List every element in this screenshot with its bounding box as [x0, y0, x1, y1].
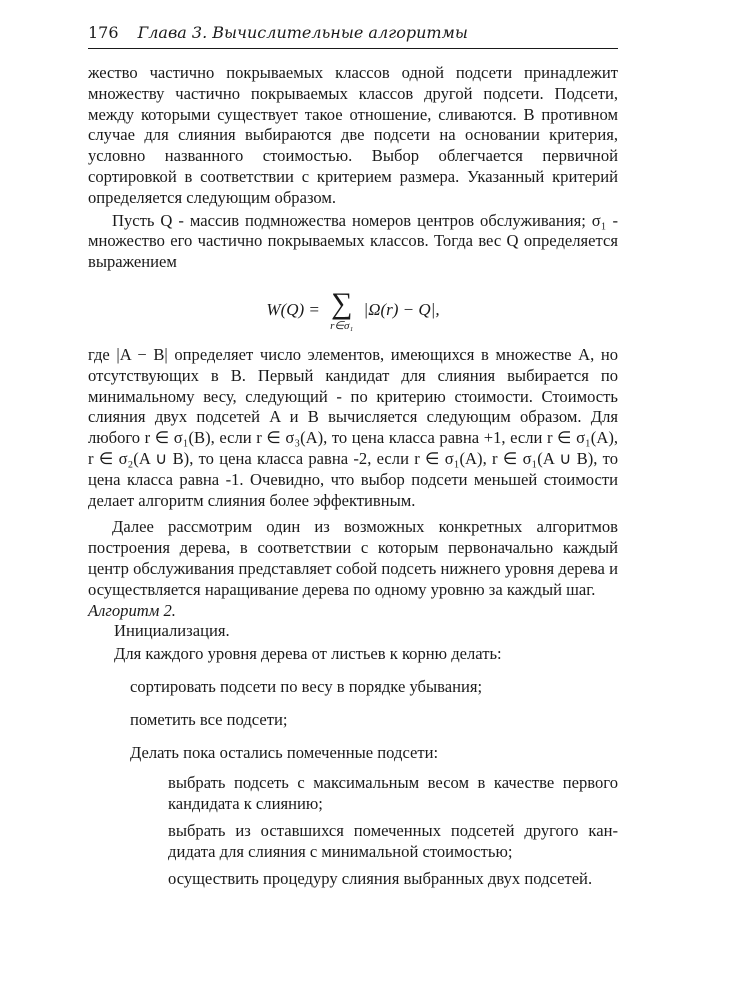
algorithm-step-mark: пометить все подсети; [130, 709, 288, 729]
paragraph-2: Пусть Q - массив подмножества номеров центров обслуживания; σ₁ - множество его частично покрываемых классов. Тогда вес Q определяется выражением [88, 210, 618, 272]
algorithm-init: Инициализация. [114, 621, 230, 641]
paragraph-3: где |A − B| определяет число элементов, имеющихся в множестве A, но отсутствующих в B. Первый кандидат для слияния выбирается по минимальному весу, следующий - по критерию стоимости. Стоимость слияния двух подсетей A и B вычисляется следующим образом. Для любого r ∈ σ₁(B), если r ∈ σ₃(A), то цена класса равна +1, если r ∈ σ₁(A), r ∈ σ₂(A ∪ B), то цена класса равна -2, если r ∈ σ₁(A), r ∈ σ₁(A ∪ B), то цена класса равна -1. Очевидно, что выбор подсети меньшей стоимости делает алгоритм слияния более эффективным. [88, 344, 618, 510]
summation [330, 286, 354, 332]
chapter-title: Глава 3. Вычислительные алгоритмы [137, 23, 468, 42]
page-number: 176 [88, 23, 119, 42]
algorithm-sub-merge: осуществить процедуру слияния выбранных двух подсетей. [168, 868, 593, 888]
sum-sign: ∑ [331, 286, 353, 320]
weight-formula [88, 286, 618, 332]
paragraph-1: жество частично покрываемых классов одной подсети принадлежит множеству частично покрываемых классов другой подсети. Подсети, между которыми существует такое отношение, сливаются. В противном случае для слияния выбираются две подсети на основании критерия, условно названного стоимостью. Выбор облегчается первичной сортировкой в соответствии с критерием размера. Указанный критерий определяется следующим образом. [88, 63, 618, 207]
book-page [88, 22, 618, 889]
algorithm-step-while: Делать пока остались помеченные подсети: [130, 742, 439, 762]
algorithm-step-sort: сортировать подсети по весу в порядке убывания; [130, 676, 483, 696]
formula-rhs: |Ω(r) − Q|, [363, 300, 440, 320]
sum-subscript: r∈σ₁ [330, 319, 354, 332]
algorithm-sub-select-second: выбрать из оставшихся помеченных подсетей другого кандидата для слияния с минимальной стоимостью; [168, 820, 618, 861]
algorithm-title: Алгоритм 2. [88, 600, 176, 620]
paragraph-4: Далее рассмотрим один из возможных конкретных алгоритмов построения дерева, в соответствии с которым первоначально каждый центр обслуживания представляет собой подсеть нижнего уровня дерева и осуществляется наращивание дерева по одному уровню за каждый шаг. [88, 517, 618, 599]
formula-lhs: W(Q) = [266, 300, 320, 320]
running-header [88, 22, 618, 49]
algorithm-sub-select-first: выбрать подсеть с максимальным весом в качестве первого кандидата к слиянию; [168, 773, 618, 814]
algorithm-loop: Для каждого уровня дерева от листьев к корню делать: [114, 644, 502, 664]
body-text [88, 63, 618, 889]
